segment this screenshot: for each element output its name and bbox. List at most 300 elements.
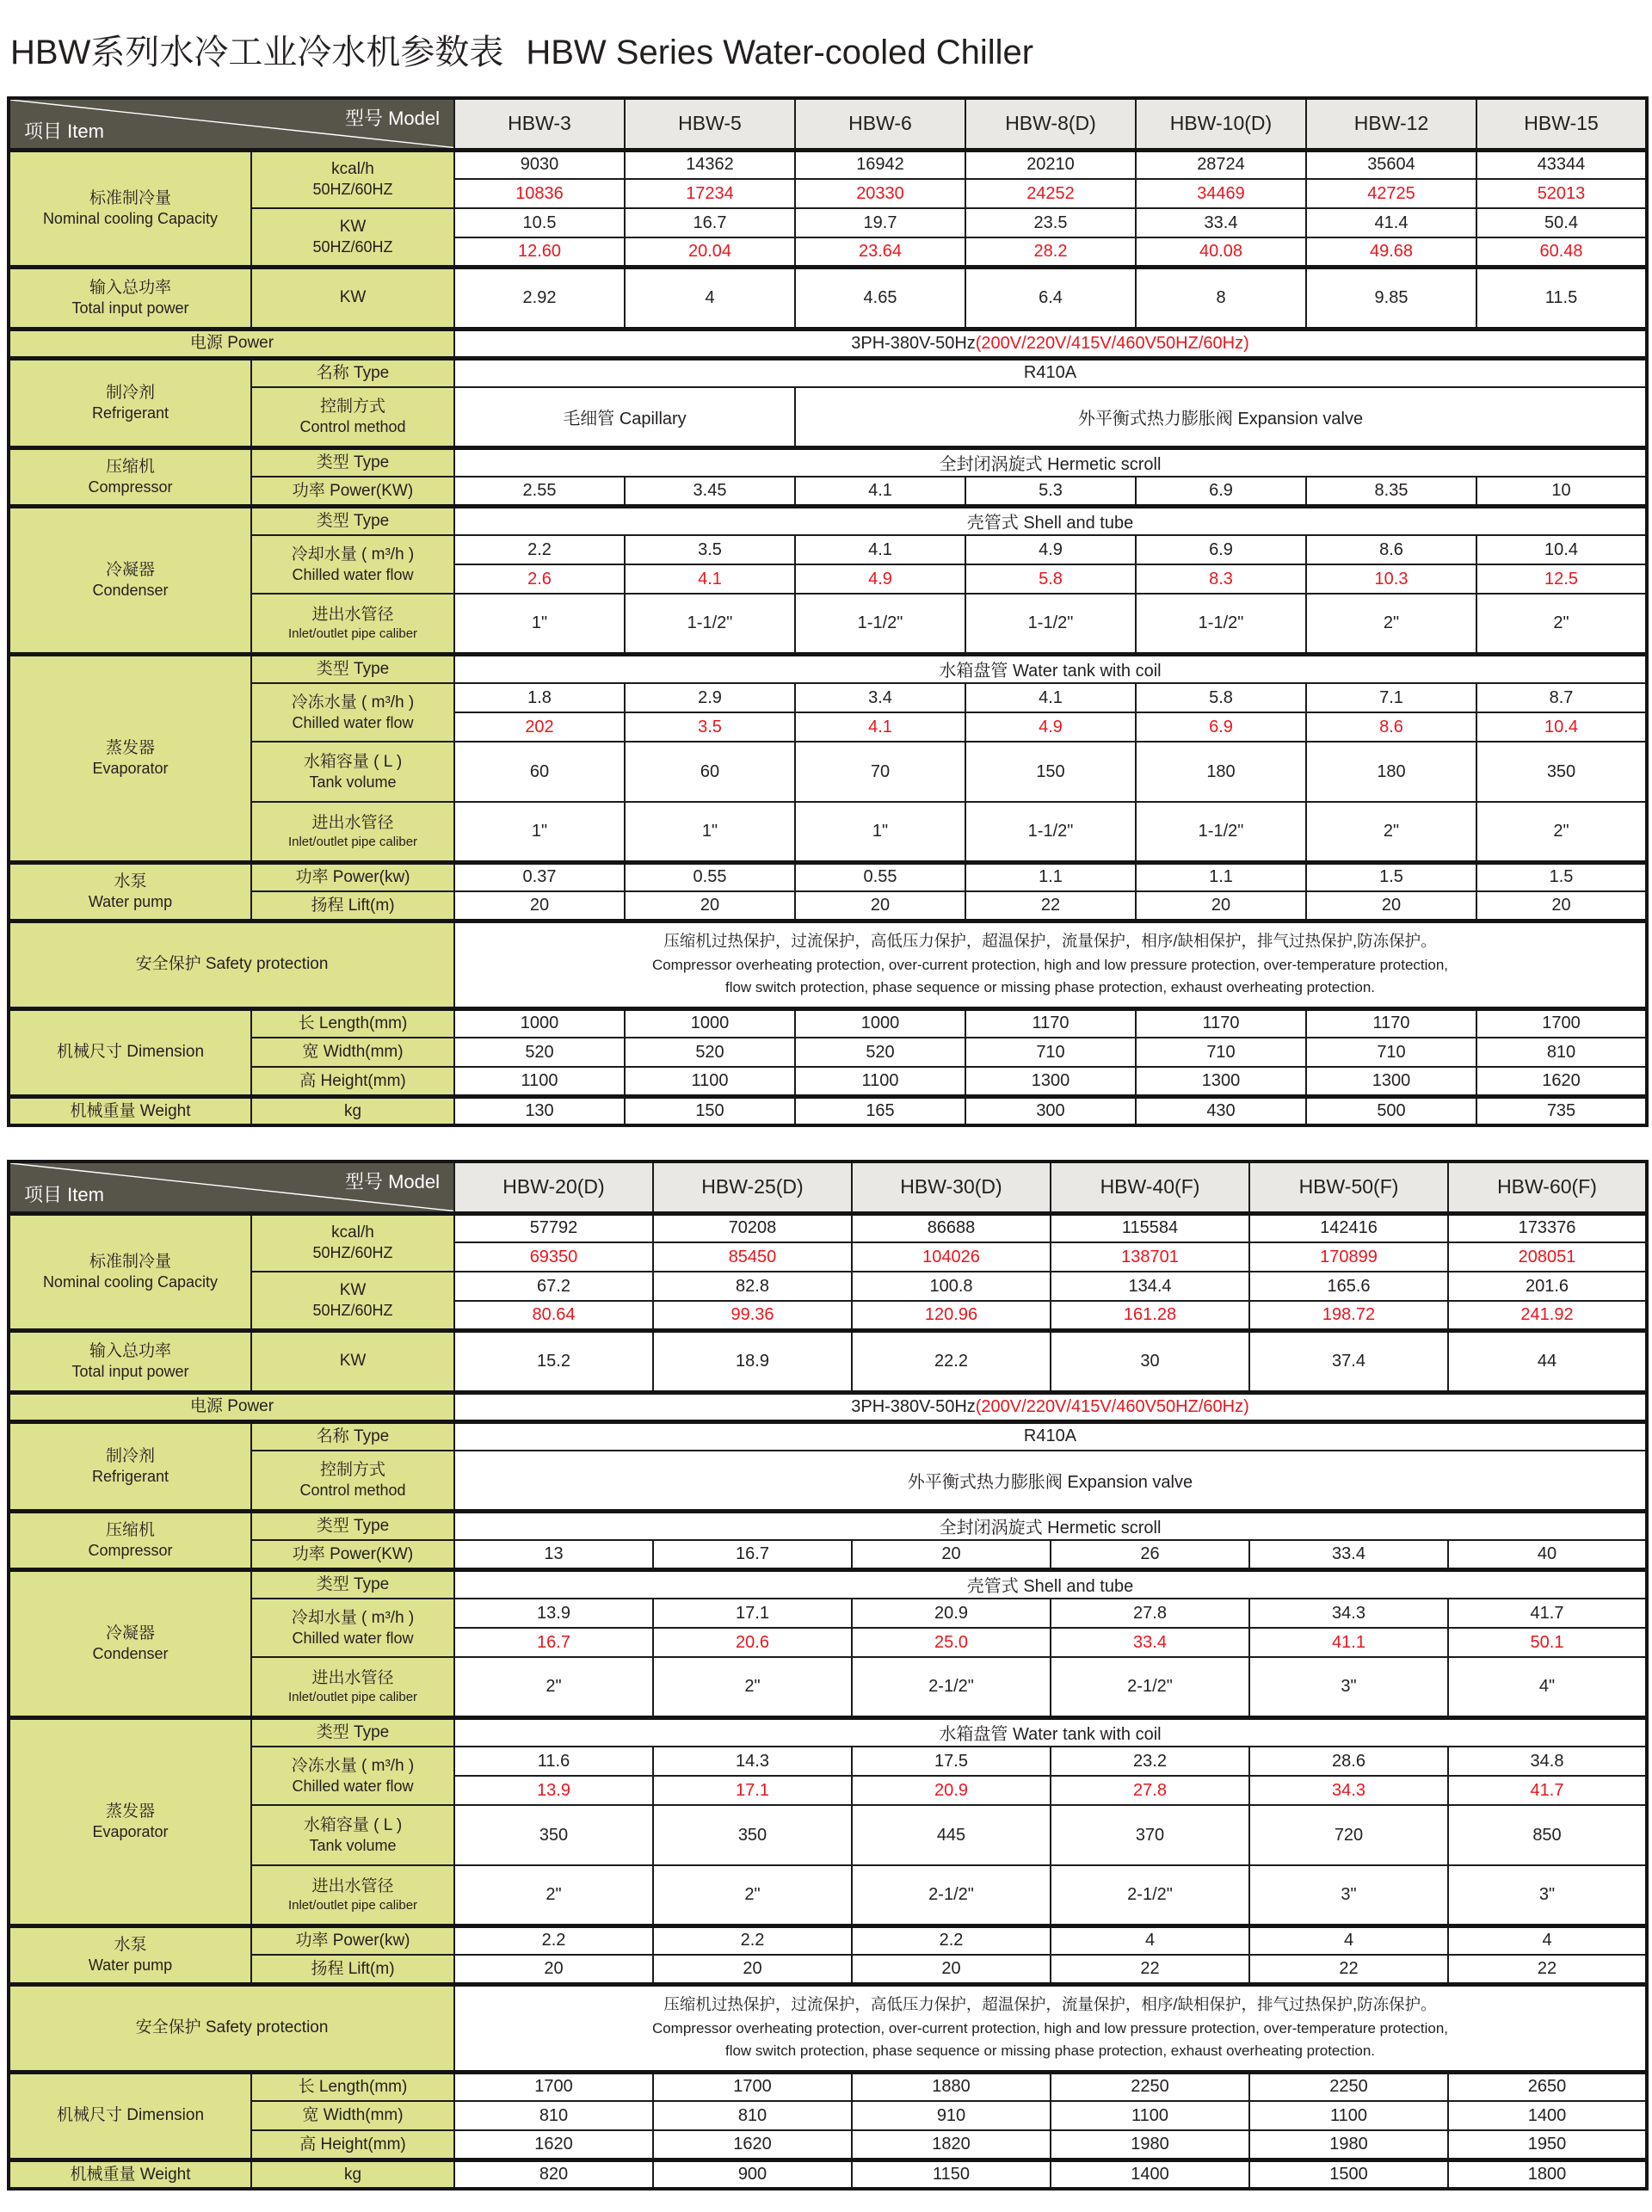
value-cell: 41.7 <box>1448 1776 1647 1805</box>
value-cell: 6.9 <box>1136 477 1306 506</box>
value-cell: 1.1 <box>1136 862 1306 891</box>
corner-model-label: 型号 Model <box>344 1171 440 1192</box>
value-cell: 10 <box>1476 477 1647 506</box>
row-label <box>251 1805 454 1865</box>
row-label <box>251 1747 454 1805</box>
label-line-primary: 蒸发器 <box>105 1802 155 1821</box>
value-cell: 41.7 <box>1448 1599 1647 1628</box>
table-row <box>9 1272 1647 1301</box>
value-cell: 10.4 <box>1476 712 1647 742</box>
value-cell: 60.48 <box>1476 237 1647 267</box>
value-cell: 8.3 <box>1136 564 1306 594</box>
value-cell: 20 <box>852 1540 1051 1569</box>
value-cell: 1150 <box>852 2160 1051 2189</box>
row-label: 类型 Type <box>251 1717 454 1747</box>
value-cell: R410A <box>454 1421 1647 1451</box>
label-line-secondary: Inlet/outlet pipe caliber <box>287 1897 418 1913</box>
value-cell: 12.60 <box>454 237 625 267</box>
label-line-secondary: Condenser <box>92 1644 169 1662</box>
table-row <box>9 267 1647 329</box>
value-cell: 2-1/2" <box>1051 1865 1249 1925</box>
row-label <box>251 208 454 267</box>
value-cell: 20 <box>653 1955 852 1984</box>
value-cell: 34.8 <box>1448 1747 1647 1776</box>
label-line-secondary: Inlet/outlet pipe caliber <box>287 834 418 849</box>
value-cell: 910 <box>852 2101 1051 2130</box>
row-label: 机械重量 Weight <box>9 2160 251 2189</box>
value-cell: 3" <box>1249 1865 1448 1925</box>
label-line-secondary: Nominal cooling Capacity <box>42 209 219 227</box>
corner-header-cell <box>9 98 454 150</box>
value-cell: 34469 <box>1136 179 1306 208</box>
value-cell: 20 <box>454 891 625 921</box>
value-cell: 13.9 <box>454 1776 653 1805</box>
label-line-primary: 标准制冷量 <box>89 188 171 207</box>
value-cell: 67.2 <box>454 1272 653 1301</box>
value-cell: 710 <box>965 1038 1136 1067</box>
table-row <box>9 1392 1647 1421</box>
value-cell: 壳管式 Shell and tube <box>454 506 1647 535</box>
value-cell: 241.92 <box>1448 1301 1647 1330</box>
value-cell: 1820 <box>852 2130 1051 2160</box>
value-cell: 4.9 <box>965 535 1136 564</box>
label-line-primary: 输入总功率 <box>89 278 171 297</box>
value-cell: 4.1 <box>625 564 795 594</box>
value-cell: 202 <box>454 712 625 742</box>
value-cell: 24252 <box>965 179 1136 208</box>
table-row <box>9 358 1647 387</box>
spec-table-1 <box>7 96 1649 1127</box>
value-cell: 25.0 <box>852 1628 1051 1657</box>
label-line-primary: 水泵 <box>114 1935 147 1954</box>
value-cell: 70208 <box>653 1213 852 1242</box>
value-cell: 1300 <box>1136 1067 1306 1096</box>
label-line-primary: 压缩机过热保护，过流保护，高低压力保护，超温保护，流量保护，相序/缺相保护，排气过热保护,防冻保护。 <box>663 1995 1437 2014</box>
value-cell: 4.1 <box>965 683 1136 712</box>
row-label <box>9 1511 251 1569</box>
value-cell: 1100 <box>795 1067 965 1096</box>
label-line-secondary: flow switch protection, phase sequence or missing phase protection, exhaust overheating protection. <box>724 979 1376 996</box>
value-cell: 1-1/2" <box>795 594 965 654</box>
value-cell: 50.4 <box>1476 208 1647 237</box>
value-cell: 14.3 <box>653 1747 852 1776</box>
value-cell: 350 <box>1476 742 1647 802</box>
value-cell: 350 <box>454 1805 653 1865</box>
value-cell: 17234 <box>625 179 795 208</box>
value-cell: 4.1 <box>795 477 965 506</box>
value-cell: 4.9 <box>965 712 1136 742</box>
value-cell: 1100 <box>454 1067 625 1096</box>
row-label: 机械尺寸 Dimension <box>9 2072 251 2160</box>
value-cell: 1100 <box>625 1067 795 1096</box>
row-label <box>251 535 454 594</box>
value-cell <box>454 1984 1647 2072</box>
value-cell: 1620 <box>454 2130 653 2160</box>
label-line-secondary: Water pump <box>88 1956 173 1974</box>
value-cell: 23.64 <box>795 237 965 267</box>
corner-header-cell <box>9 1161 454 1213</box>
table-row <box>9 683 1647 712</box>
value-cell: 11.6 <box>454 1747 653 1776</box>
value-cell: 19.7 <box>795 208 965 237</box>
value-cell: 720 <box>1249 1805 1448 1865</box>
label-line-primary: KW <box>339 217 367 236</box>
label-line-primary: 蒸发器 <box>105 738 155 757</box>
row-label: 类型 Type <box>251 1569 454 1599</box>
table-row <box>9 387 1647 447</box>
row-label: 类型 Type <box>251 447 454 477</box>
value-cell: 1-1/2" <box>965 594 1136 654</box>
value-cell: 2.9 <box>625 683 795 712</box>
label-line-primary: 冷却水量 ( m³/h ) <box>291 545 415 564</box>
row-label <box>9 1330 251 1392</box>
table-row <box>9 1599 1647 1628</box>
spec-table-2 <box>7 1160 1649 2190</box>
model-header: HBW-40(F) <box>1051 1161 1249 1213</box>
value-cell: 10.4 <box>1476 535 1647 564</box>
label-line-primary: 控制方式 <box>319 1460 385 1479</box>
value-cell: 520 <box>795 1038 965 1067</box>
value-cell: 0.37 <box>454 862 625 891</box>
table-row <box>9 1569 1647 1599</box>
table-row <box>9 2130 1647 2160</box>
value-cell: 2.92 <box>454 267 625 329</box>
value-cell: 500 <box>1306 1096 1476 1125</box>
value-cell: 150 <box>965 742 1136 802</box>
value-cell: 710 <box>1136 1038 1306 1067</box>
value-cell: 18.9 <box>653 1330 852 1392</box>
value-cell: 1.8 <box>454 683 625 712</box>
label-line-secondary: Chilled water flow <box>292 1629 414 1647</box>
row-label: KW <box>251 267 454 329</box>
value-cell: 20 <box>1476 891 1647 921</box>
value-cell: 5.8 <box>965 564 1136 594</box>
value-cell: 1700 <box>454 2072 653 2101</box>
row-label: 安全保护 Safety protection <box>9 1984 454 2072</box>
value-cell: 4" <box>1448 1657 1647 1717</box>
value-cell: 1620 <box>653 2130 852 2160</box>
value-cell: 60 <box>454 742 625 802</box>
row-label <box>9 654 251 862</box>
value-cell: 70 <box>795 742 965 802</box>
value-cell: 1980 <box>1249 2130 1448 2160</box>
value-cell: 14362 <box>625 150 795 179</box>
value-cell: 1000 <box>625 1008 795 1038</box>
value-cell: 12.5 <box>1476 564 1647 594</box>
table-row <box>9 1451 1647 1511</box>
table-row <box>9 150 1647 179</box>
value-cell: 22 <box>1448 1955 1647 1984</box>
row-label: 机械重量 Weight <box>9 1096 251 1125</box>
label-line-primary: 水泵 <box>114 872 147 890</box>
row-label <box>9 862 251 921</box>
value-cell: 水箱盘管 Water tank with coil <box>454 1717 1647 1747</box>
value-part: 3PH-380V-50Hz <box>851 333 976 353</box>
value-cell: 15.2 <box>454 1330 653 1392</box>
value-cell: 80.64 <box>454 1301 653 1330</box>
label-line-secondary: Evaporator <box>92 759 169 777</box>
corner-model-label: 型号 Model <box>344 108 440 129</box>
value-cell: 1.5 <box>1306 862 1476 891</box>
value-cell: 20 <box>1306 891 1476 921</box>
table-row <box>9 1213 1647 1242</box>
value-cell: 1800 <box>1448 2160 1647 2189</box>
value-cell: 2650 <box>1448 2072 1647 2101</box>
row-label: 名称 Type <box>251 358 454 387</box>
table-row <box>9 447 1647 477</box>
table-row <box>9 921 1647 1008</box>
value-cell: 8.7 <box>1476 683 1647 712</box>
row-label <box>251 742 454 802</box>
value-cell: 8.6 <box>1306 712 1476 742</box>
value-cell: 7.1 <box>1306 683 1476 712</box>
model-header: HBW-5 <box>625 98 795 150</box>
value-cell: 40 <box>1448 1540 1647 1569</box>
value-cell: 99.36 <box>653 1301 852 1330</box>
value-cell: 2" <box>454 1865 653 1925</box>
table-row <box>9 1096 1647 1125</box>
table-row <box>9 1511 1647 1540</box>
label-line-primary: 冷凝器 <box>105 560 155 579</box>
model-header: HBW-20(D) <box>454 1161 653 1213</box>
model-header: HBW-15 <box>1476 98 1647 150</box>
value-cell: 1-1/2" <box>965 802 1136 862</box>
value-cell: 22 <box>965 891 1136 921</box>
label-line-secondary: Control method <box>299 417 406 435</box>
value-cell: 水箱盘管 Water tank with coil <box>454 654 1647 683</box>
value-cell: 6.4 <box>965 267 1136 329</box>
table-row <box>9 506 1647 535</box>
value-cell: 16.7 <box>454 1628 653 1657</box>
row-label: 安全保护 Safety protection <box>9 921 454 1008</box>
value-cell: 1880 <box>852 2072 1051 2101</box>
value-cell: 810 <box>653 2101 852 2130</box>
row-label: 电源 Power <box>9 1392 454 1421</box>
value-cell: 2.55 <box>454 477 625 506</box>
value-cell: 1700 <box>653 2072 852 2101</box>
table-row <box>9 329 1647 358</box>
page-title <box>10 25 1033 74</box>
label-line-secondary: Tank volume <box>309 1836 397 1854</box>
table-row <box>9 891 1647 921</box>
value-cell: 161.28 <box>1051 1301 1249 1330</box>
value-cell: 4.65 <box>795 267 965 329</box>
label-line-secondary: 50HZ/60HZ <box>312 1301 393 1319</box>
row-label: 扬程 Lift(m) <box>251 891 454 921</box>
label-line-primary: 压缩机 <box>105 457 155 476</box>
value-cell: 1" <box>795 802 965 862</box>
row-label: kg <box>251 1096 454 1125</box>
table-row <box>9 1008 1647 1038</box>
table-row <box>9 742 1647 802</box>
value-cell: 2" <box>1306 802 1476 862</box>
value-cell: 27.8 <box>1051 1776 1249 1805</box>
value-cell: 毛细管 Capillary <box>454 387 795 447</box>
value-cell <box>454 329 1647 358</box>
table-row <box>9 1540 1647 1569</box>
value-cell: 82.8 <box>653 1272 852 1301</box>
value-cell: 201.6 <box>1448 1272 1647 1301</box>
label-line-secondary: Refrigerant <box>91 1467 170 1485</box>
value-cell: 2250 <box>1249 2072 1448 2101</box>
value-cell: 2" <box>454 1657 653 1717</box>
row-label <box>251 1272 454 1330</box>
value-cell: 2-1/2" <box>1051 1657 1249 1717</box>
table-row <box>9 2101 1647 2130</box>
row-label <box>9 1717 251 1925</box>
value-cell: 壳管式 Shell and tube <box>454 1569 1647 1599</box>
row-label: kg <box>251 2160 454 2189</box>
model-header: HBW-3 <box>454 98 625 150</box>
value-cell: 22.2 <box>852 1330 1051 1392</box>
value-cell: 22 <box>1051 1955 1249 1984</box>
label-line-secondary: Control method <box>299 1481 406 1499</box>
value-cell: 3.4 <box>795 683 965 712</box>
table-row <box>9 1805 1647 1865</box>
value-cell: 41.4 <box>1306 208 1476 237</box>
value-cell: 2.6 <box>454 564 625 594</box>
model-header: HBW-60(F) <box>1448 1161 1647 1213</box>
label-line-secondary: Compressor <box>88 1541 173 1559</box>
value-cell: 3" <box>1448 1865 1647 1925</box>
value-cell: 810 <box>1476 1038 1647 1067</box>
value-cell: 1-1/2" <box>1136 594 1306 654</box>
value-cell: 13 <box>454 1540 653 1569</box>
row-label <box>251 1599 454 1657</box>
value-cell: 20330 <box>795 179 965 208</box>
label-line-secondary: Chilled water flow <box>292 713 414 731</box>
row-label: 长 Length(mm) <box>251 2072 454 2101</box>
label-line-primary: 制冷剂 <box>105 1446 155 1465</box>
value-cell: 810 <box>454 2101 653 2130</box>
value-cell: 2" <box>1476 802 1647 862</box>
value-cell: 33.4 <box>1051 1628 1249 1657</box>
row-label <box>251 802 454 862</box>
value-cell: 44 <box>1448 1330 1647 1392</box>
value-cell: 2.2 <box>653 1925 852 1955</box>
label-line-secondary: Inlet/outlet pipe caliber <box>287 625 418 641</box>
value-cell: 4 <box>625 267 795 329</box>
value-cell: 外平衡式热力膨胀阀 Expansion valve <box>795 387 1647 447</box>
value-cell: 33.4 <box>1136 208 1306 237</box>
label-line-secondary: Total input power <box>71 1362 189 1380</box>
value-cell: 17.1 <box>653 1776 852 1805</box>
value-cell: 820 <box>454 2160 653 2189</box>
value-cell: 4.1 <box>795 535 965 564</box>
value-cell: 41.1 <box>1249 1628 1448 1657</box>
row-label <box>251 683 454 742</box>
value-cell: 20 <box>454 1955 653 1984</box>
row-label: 类型 Type <box>251 654 454 683</box>
value-cell: 150 <box>625 1096 795 1125</box>
row-label <box>9 358 251 447</box>
table-row <box>9 1038 1647 1067</box>
value-cell: 520 <box>625 1038 795 1067</box>
value-cell: 1400 <box>1448 2101 1647 2130</box>
value-cell: 11.5 <box>1476 267 1647 329</box>
label-line-secondary: Nominal cooling Capacity <box>42 1272 219 1291</box>
value-cell: 全封闭涡旋式 Hermetic scroll <box>454 447 1647 477</box>
value-cell: 165 <box>795 1096 965 1125</box>
table-row <box>9 1657 1647 1717</box>
row-label <box>9 150 251 267</box>
value-cell: 2" <box>653 1657 852 1717</box>
value-cell: 20 <box>795 891 965 921</box>
label-line-secondary: Chilled water flow <box>292 565 414 583</box>
value-cell: 180 <box>1136 742 1306 802</box>
value-cell: 2.2 <box>454 535 625 564</box>
table-row <box>9 654 1647 683</box>
label-line-secondary: 50HZ/60HZ <box>312 181 393 199</box>
value-cell: 0.55 <box>625 862 795 891</box>
table-row <box>9 1865 1647 1925</box>
value-cell: 1-1/2" <box>625 594 795 654</box>
spec-table-1-container <box>7 96 1649 1127</box>
value-cell: 85450 <box>653 1242 852 1272</box>
value-cell: 1" <box>625 802 795 862</box>
value-cell: 2" <box>1476 594 1647 654</box>
value-cell: 9030 <box>454 150 625 179</box>
value-cell: 28724 <box>1136 150 1306 179</box>
value-cell: 1170 <box>965 1008 1136 1038</box>
value-cell: 8.35 <box>1306 477 1476 506</box>
value-cell: 16.7 <box>625 208 795 237</box>
label-line-primary: 进出水管径 <box>311 1876 394 1895</box>
row-label <box>251 387 454 447</box>
value-cell: 120.96 <box>852 1301 1051 1330</box>
model-header: HBW-25(D) <box>653 1161 852 1213</box>
table-row <box>9 208 1647 237</box>
value-cell: 6.9 <box>1136 535 1306 564</box>
label-line-primary: 进出水管径 <box>311 813 394 832</box>
label-line-secondary: Compressor <box>88 478 173 496</box>
label-line-primary: 控制方式 <box>319 397 385 416</box>
value-cell: 710 <box>1306 1038 1476 1067</box>
table-row <box>9 1717 1647 1747</box>
value-cell: 3.45 <box>625 477 795 506</box>
value-cell: 5.8 <box>1136 683 1306 712</box>
value-cell: 130 <box>454 1096 625 1125</box>
row-label <box>9 267 251 329</box>
value-cell: 2-1/2" <box>852 1865 1051 1925</box>
value-cell: 全封闭涡旋式 Hermetic scroll <box>454 1511 1647 1540</box>
value-cell: R410A <box>454 358 1647 387</box>
value-cell: 0.55 <box>795 862 965 891</box>
value-cell: 1100 <box>1249 2101 1448 2130</box>
value-cell: 8 <box>1136 267 1306 329</box>
value-cell: 20 <box>1136 891 1306 921</box>
row-label <box>9 1925 251 1984</box>
value-cell: 27.8 <box>1051 1599 1249 1628</box>
value-cell: 5.3 <box>965 477 1136 506</box>
label-line-primary: 水箱容量 ( L ) <box>303 752 403 771</box>
value-cell: 4.9 <box>795 564 965 594</box>
value-cell: 10.5 <box>454 208 625 237</box>
value-cell: 520 <box>454 1038 625 1067</box>
value-cell: 1170 <box>1306 1008 1476 1038</box>
row-label: 高 Height(mm) <box>251 1067 454 1096</box>
value-cell: 350 <box>653 1805 852 1865</box>
page-title-en: HBW Series Water-cooled Chiller <box>526 33 1034 71</box>
label-line-secondary: Evaporator <box>92 1822 169 1840</box>
value-cell: 22 <box>1249 1955 1448 1984</box>
label-line-primary: 压缩机 <box>105 1520 155 1539</box>
value-cell <box>454 1392 1647 1421</box>
label-line-primary: 水箱容量 ( L ) <box>303 1815 403 1834</box>
value-cell: 1000 <box>454 1008 625 1038</box>
row-label <box>251 594 454 654</box>
table-row <box>9 1747 1647 1776</box>
